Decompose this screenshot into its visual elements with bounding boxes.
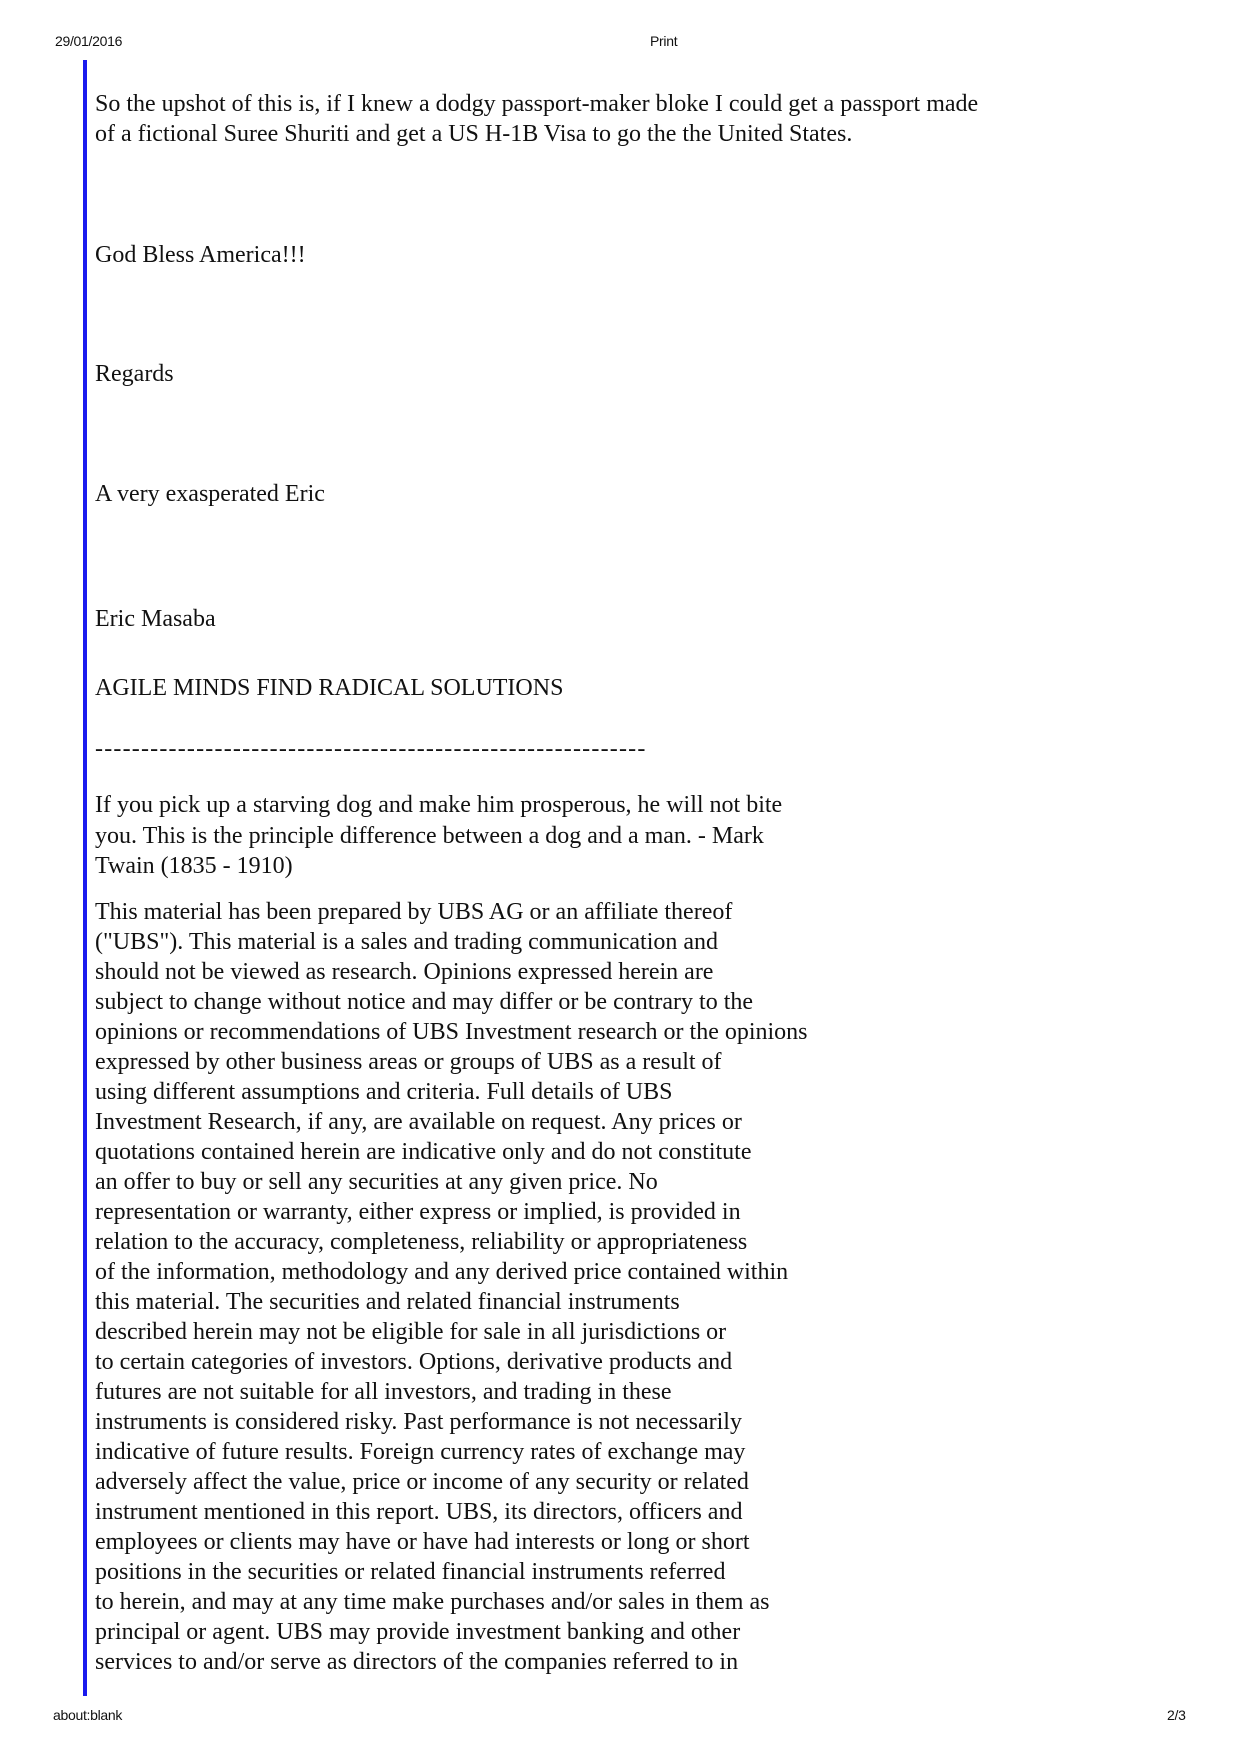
disclaimer-line: ("UBS"). This material is a sales and trading communication and (95, 929, 719, 955)
disclaimer-line: futures are not suitable for all investors, and trading in these (95, 1379, 672, 1405)
disclaimer-line: representation or warranty, either express or implied, is provided in (95, 1199, 741, 1225)
disclaimer-line: adversely affect the value, price or income of any security or related (95, 1469, 749, 1495)
page-number: 2/3 (1167, 1707, 1186, 1723)
disclaimer-line: relation to the accuracy, completeness, reliability or appropriateness (95, 1229, 748, 1255)
intro-line: So the upshot of this is, if I knew a dodgy passport-maker bloke I could get a passport made (95, 91, 979, 117)
disclaimer-line: an offer to buy or sell any securities at any given price. No (95, 1169, 658, 1195)
disclaimer-line: instrument mentioned in this report. UBS, its directors, officers and (95, 1499, 743, 1525)
exclamation: God Bless America!!! (95, 242, 306, 268)
disclaimer-line: principal or agent. UBS may provide investment banking and other (95, 1619, 741, 1645)
signature-motto: AGILE MINDS FIND RADICAL SOLUTIONS (95, 675, 564, 701)
disclaimer-line: This material has been prepared by UBS AG or an affiliate thereof (95, 899, 733, 925)
disclaimer-line: services to and/or serve as directors of the companies referred to in (95, 1649, 739, 1675)
signature-quote-line: Twain (1835 - 1910) (95, 853, 293, 879)
disclaimer-line: described herein may not be eligible for sale in all jurisdictions or (95, 1319, 727, 1345)
disclaimer-line: to herein, and may at any time make purchases and/or sales in them as (95, 1589, 770, 1615)
disclaimer-line: subject to change without notice and may differ or be contrary to the (95, 989, 754, 1015)
signoff: A very exasperated Eric (95, 481, 325, 507)
disclaimer-line: indicative of future results. Foreign currency rates of exchange may (95, 1439, 746, 1465)
disclaimer-line: quotations contained herein are indicative only and do not constitute (95, 1139, 752, 1165)
print-title: Print (650, 33, 678, 49)
disclaimer-line: opinions or recommendations of UBS Investment research or the opinions (95, 1019, 808, 1045)
signature-quote-line: you. This is the principle difference between a dog and a man. - Mark (95, 823, 764, 849)
quote-bar (83, 60, 87, 1696)
page-url: about:blank (53, 1707, 123, 1723)
signature-name: Eric Masaba (95, 606, 216, 632)
disclaimer-line: employees or clients may have or have had interests or long or short (95, 1529, 750, 1555)
disclaimer-line: positions in the securities or related financial instruments referred (95, 1559, 726, 1585)
disclaimer-line: of the information, methodology and any derived price contained within (95, 1259, 789, 1285)
signature-separator: ------------------------------------------------------------ (95, 736, 647, 762)
signature-quote-line: If you pick up a starving dog and make him prosperous, he will not bite (95, 792, 783, 818)
closing: Regards (95, 361, 174, 387)
disclaimer-line: using different assumptions and criteria. Full details of UBS (95, 1079, 673, 1105)
disclaimer-line: to certain categories of investors. Options, derivative products and (95, 1349, 733, 1375)
disclaimer-line: instruments is considered risky. Past performance is not necessarily (95, 1409, 742, 1435)
intro-line: of a fictional Suree Shuriti and get a US H-1B Visa to go the the United States. (95, 121, 853, 147)
print-date: 29/01/2016 (55, 33, 123, 49)
disclaimer-line: should not be viewed as research. Opinions expressed herein are (95, 959, 714, 985)
disclaimer-line: expressed by other business areas or groups of UBS as a result of (95, 1049, 722, 1075)
disclaimer-line: Investment Research, if any, are available on request. Any prices or (95, 1109, 742, 1135)
disclaimer-line: this material. The securities and related financial instruments (95, 1289, 680, 1315)
